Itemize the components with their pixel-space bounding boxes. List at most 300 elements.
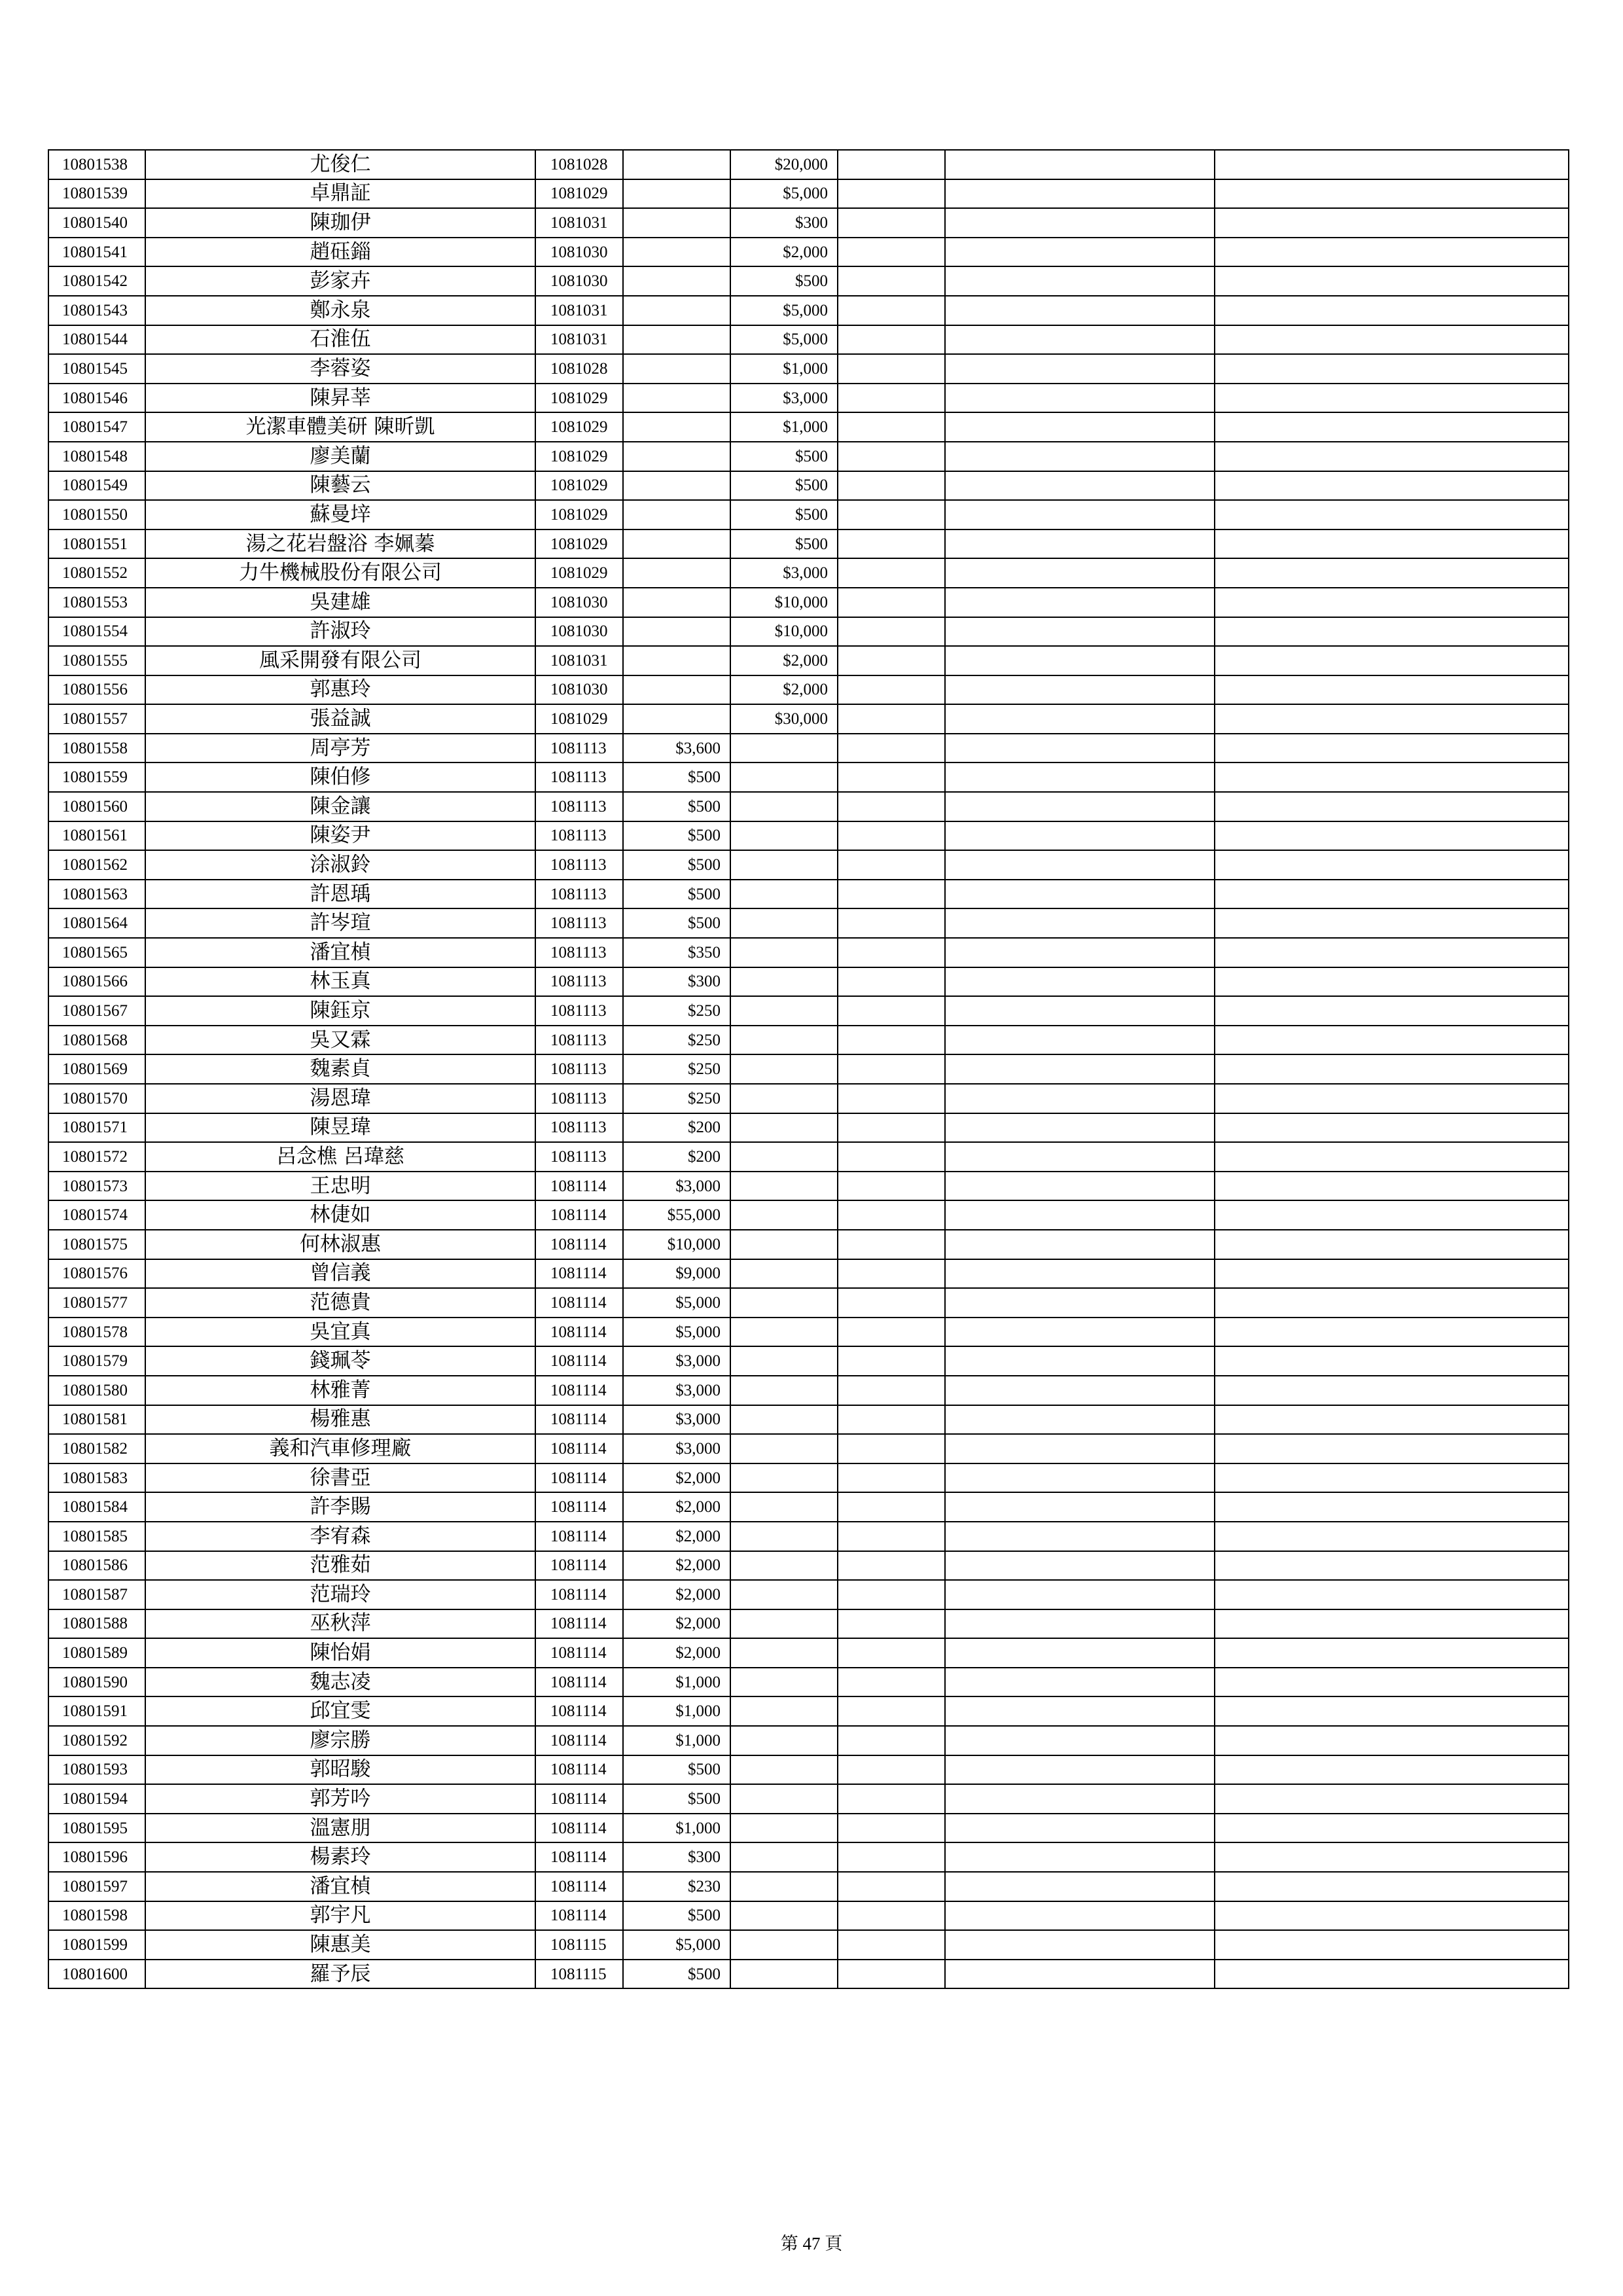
empty-cell	[1215, 1638, 1569, 1668]
date-cell: 1081114	[535, 1288, 623, 1318]
date-cell: 1081114	[535, 1230, 623, 1259]
amount-cell	[730, 1580, 838, 1609]
empty-cell	[838, 1551, 945, 1581]
empty-cell	[1215, 266, 1569, 296]
table-row	[48, 1288, 1569, 1318]
table-row	[48, 208, 1569, 238]
receipt-number-cell: 10801554	[48, 617, 145, 647]
amount-cell: $500	[623, 908, 730, 938]
amount-cell	[730, 1842, 838, 1872]
donor-name-cell: 徐書亞	[145, 1463, 535, 1493]
date-cell: 1081031	[535, 208, 623, 238]
empty-cell	[1215, 646, 1569, 675]
donor-name-cell: 郭宇凡	[145, 1901, 535, 1931]
empty-cell	[945, 1172, 1215, 1201]
amount-cell	[730, 1668, 838, 1697]
empty-cell	[945, 412, 1215, 442]
donor-name-cell: 光潔車體美研 陳昕凱	[145, 412, 535, 442]
receipt-number-cell: 10801549	[48, 471, 145, 501]
amount-cell: $250	[623, 1084, 730, 1113]
empty-cell	[945, 1522, 1215, 1551]
donor-name-cell: 許淑玲	[145, 617, 535, 647]
empty-cell	[1215, 1668, 1569, 1697]
table-row	[48, 792, 1569, 821]
table-row	[48, 588, 1569, 617]
amount-cell: $250	[623, 1054, 730, 1084]
empty-cell	[838, 500, 945, 529]
donor-name-cell: 風采開發有限公司	[145, 646, 535, 675]
receipt-number-cell: 10801568	[48, 1026, 145, 1055]
empty-cell	[1215, 850, 1569, 880]
empty-cell	[838, 1842, 945, 1872]
empty-cell	[838, 1872, 945, 1901]
table-row	[48, 1230, 1569, 1259]
date-cell: 1081113	[535, 1084, 623, 1113]
empty-cell	[945, 1638, 1215, 1668]
receipt-number-cell: 10801542	[48, 266, 145, 296]
empty-cell	[945, 150, 1215, 179]
empty-cell	[838, 1492, 945, 1522]
empty-cell	[945, 1230, 1215, 1259]
empty-cell	[1215, 1814, 1569, 1843]
table-row	[48, 1346, 1569, 1376]
amount-cell: $500	[623, 821, 730, 851]
table-row	[48, 1142, 1569, 1172]
date-cell: 1081113	[535, 734, 623, 763]
empty-cell	[838, 1318, 945, 1347]
empty-cell	[1215, 704, 1569, 734]
amount-cell	[623, 179, 730, 209]
date-cell: 1081114	[535, 1346, 623, 1376]
table-row	[48, 1842, 1569, 1872]
empty-cell	[945, 1346, 1215, 1376]
donor-name-cell: 蘇曼垶	[145, 500, 535, 529]
amount-cell	[623, 266, 730, 296]
amount-cell	[730, 1259, 838, 1289]
empty-cell	[838, 179, 945, 209]
empty-cell	[838, 1054, 945, 1084]
amount-cell: $5,000	[623, 1288, 730, 1318]
table-row	[48, 880, 1569, 909]
table-row	[48, 1726, 1569, 1755]
date-cell: 1081029	[535, 442, 623, 471]
receipt-number-cell: 10801562	[48, 850, 145, 880]
amount-cell	[623, 384, 730, 413]
empty-cell	[945, 325, 1215, 355]
date-cell: 1081113	[535, 821, 623, 851]
amount-cell	[730, 734, 838, 763]
amount-cell: $250	[623, 1026, 730, 1055]
amount-cell: $3,000	[623, 1346, 730, 1376]
receipt-number-cell: 10801576	[48, 1259, 145, 1289]
amount-cell	[730, 1522, 838, 1551]
donor-name-cell: 李宥森	[145, 1522, 535, 1551]
amount-cell: $10,000	[623, 1230, 730, 1259]
empty-cell	[1215, 880, 1569, 909]
donor-name-cell: 溫憲朋	[145, 1814, 535, 1843]
table-row	[48, 1026, 1569, 1055]
amount-cell	[730, 1288, 838, 1318]
empty-cell	[838, 1901, 945, 1931]
receipt-number-cell: 10801569	[48, 1054, 145, 1084]
donor-name-cell: 陳珈伊	[145, 208, 535, 238]
receipt-number-cell: 10801547	[48, 412, 145, 442]
empty-cell	[1215, 558, 1569, 588]
empty-cell	[838, 442, 945, 471]
page-number: 第 47 頁	[780, 2234, 843, 2253]
amount-cell: $300	[623, 967, 730, 997]
table-row	[48, 1551, 1569, 1581]
amount-cell: $2,000	[623, 1463, 730, 1493]
empty-cell	[945, 208, 1215, 238]
empty-cell	[945, 996, 1215, 1026]
donor-name-cell: 許岑瑄	[145, 908, 535, 938]
empty-cell	[838, 938, 945, 967]
amount-cell	[730, 1930, 838, 1960]
amount-cell: $1,000	[730, 412, 838, 442]
table-row	[48, 354, 1569, 384]
date-cell: 1081030	[535, 675, 623, 705]
table-row	[48, 1405, 1569, 1435]
empty-cell	[945, 1084, 1215, 1113]
amount-cell: $200	[623, 1142, 730, 1172]
date-cell: 1081114	[535, 1638, 623, 1668]
amount-cell	[730, 938, 838, 967]
donor-name-cell: 義和汽車修理廠	[145, 1434, 535, 1463]
date-cell: 1081114	[535, 1872, 623, 1901]
receipt-number-cell: 10801544	[48, 325, 145, 355]
empty-cell	[945, 1668, 1215, 1697]
table-row	[48, 1318, 1569, 1347]
empty-cell	[945, 1200, 1215, 1230]
amount-cell: $9,000	[623, 1259, 730, 1289]
date-cell: 1081114	[535, 1755, 623, 1785]
receipt-number-cell: 10801579	[48, 1346, 145, 1376]
date-cell: 1081113	[535, 908, 623, 938]
receipt-number-cell: 10801550	[48, 500, 145, 529]
empty-cell	[838, 471, 945, 501]
donor-name-cell: 吳又霖	[145, 1026, 535, 1055]
receipt-number-cell: 10801552	[48, 558, 145, 588]
empty-cell	[945, 1814, 1215, 1843]
date-cell: 1081114	[535, 1696, 623, 1726]
amount-cell: $55,000	[623, 1200, 730, 1230]
table-row	[48, 1054, 1569, 1084]
donor-name-cell: 彭家卉	[145, 266, 535, 296]
table-row	[48, 1696, 1569, 1726]
receipt-number-cell: 10801589	[48, 1638, 145, 1668]
receipt-number-cell: 10801555	[48, 646, 145, 675]
date-cell: 1081031	[535, 646, 623, 675]
empty-cell	[838, 967, 945, 997]
date-cell: 1081114	[535, 1434, 623, 1463]
amount-cell	[623, 296, 730, 325]
empty-cell	[1215, 325, 1569, 355]
ledger-body	[48, 150, 1569, 1988]
empty-cell	[1215, 354, 1569, 384]
empty-cell	[1215, 1726, 1569, 1755]
receipt-number-cell: 10801575	[48, 1230, 145, 1259]
receipt-number-cell: 10801594	[48, 1784, 145, 1814]
receipt-number-cell: 10801566	[48, 967, 145, 997]
table-row	[48, 500, 1569, 529]
donor-name-cell: 湯恩瑋	[145, 1084, 535, 1113]
table-row	[48, 821, 1569, 851]
empty-cell	[1215, 1084, 1569, 1113]
table-row	[48, 1200, 1569, 1230]
date-cell: 1081113	[535, 938, 623, 967]
donor-name-cell: 陳昱瑋	[145, 1113, 535, 1143]
donor-name-cell: 羅予辰	[145, 1960, 535, 1989]
receipt-number-cell: 10801572	[48, 1142, 145, 1172]
amount-cell	[730, 850, 838, 880]
amount-cell	[730, 1960, 838, 1989]
table-row	[48, 1492, 1569, 1522]
amount-cell: $2,000	[623, 1522, 730, 1551]
receipt-number-cell: 10801599	[48, 1930, 145, 1960]
donor-name-cell: 何林淑惠	[145, 1230, 535, 1259]
empty-cell	[945, 354, 1215, 384]
empty-cell	[945, 1784, 1215, 1814]
table-row	[48, 1580, 1569, 1609]
table-row	[48, 938, 1569, 967]
empty-cell	[838, 1814, 945, 1843]
empty-cell	[945, 1434, 1215, 1463]
empty-cell	[838, 150, 945, 179]
empty-cell	[945, 850, 1215, 880]
empty-cell	[945, 500, 1215, 529]
donor-name-cell: 潘宜楨	[145, 1872, 535, 1901]
amount-cell: $500	[730, 500, 838, 529]
empty-cell	[1215, 1463, 1569, 1493]
empty-cell	[838, 1784, 945, 1814]
empty-cell	[1215, 384, 1569, 413]
empty-cell	[945, 792, 1215, 821]
amount-cell: $2,000	[730, 675, 838, 705]
empty-cell	[1215, 1230, 1569, 1259]
donor-name-cell: 楊素玲	[145, 1842, 535, 1872]
table-row	[48, 908, 1569, 938]
empty-cell	[1215, 967, 1569, 997]
donor-name-cell: 陳伯修	[145, 762, 535, 792]
empty-cell	[1215, 296, 1569, 325]
empty-cell	[1215, 1901, 1569, 1931]
empty-cell	[1215, 938, 1569, 967]
amount-cell	[730, 1113, 838, 1143]
date-cell: 1081113	[535, 1142, 623, 1172]
date-cell: 1081114	[535, 1492, 623, 1522]
receipt-number-cell: 10801545	[48, 354, 145, 384]
receipt-number-cell: 10801538	[48, 150, 145, 179]
amount-cell: $3,000	[623, 1172, 730, 1201]
table-row	[48, 150, 1569, 179]
receipt-number-cell: 10801596	[48, 1842, 145, 1872]
date-cell: 1081114	[535, 1784, 623, 1814]
empty-cell	[945, 1318, 1215, 1347]
date-cell: 1081114	[535, 1463, 623, 1493]
donor-name-cell: 林倢如	[145, 1200, 535, 1230]
donor-name-cell: 陳怡娟	[145, 1638, 535, 1668]
empty-cell	[838, 325, 945, 355]
empty-cell	[1215, 762, 1569, 792]
receipt-number-cell: 10801563	[48, 880, 145, 909]
empty-cell	[1215, 588, 1569, 617]
empty-cell	[838, 850, 945, 880]
date-cell: 1081029	[535, 412, 623, 442]
empty-cell	[945, 384, 1215, 413]
empty-cell	[838, 617, 945, 647]
empty-cell	[945, 617, 1215, 647]
empty-cell	[945, 1463, 1215, 1493]
empty-cell	[945, 1054, 1215, 1084]
empty-cell	[945, 1842, 1215, 1872]
receipt-number-cell: 10801548	[48, 442, 145, 471]
date-cell: 1081028	[535, 150, 623, 179]
amount-cell	[730, 1318, 838, 1347]
amount-cell: $500	[623, 792, 730, 821]
amount-cell: $1,000	[623, 1668, 730, 1697]
date-cell: 1081113	[535, 996, 623, 1026]
empty-cell	[1215, 1054, 1569, 1084]
date-cell: 1081113	[535, 1113, 623, 1143]
empty-cell	[1215, 996, 1569, 1026]
date-cell: 1081114	[535, 1318, 623, 1347]
receipt-number-cell: 10801582	[48, 1434, 145, 1463]
empty-cell	[1215, 208, 1569, 238]
empty-cell	[945, 1259, 1215, 1289]
amount-cell: $500	[730, 266, 838, 296]
receipt-number-cell: 10801571	[48, 1113, 145, 1143]
empty-cell	[945, 1142, 1215, 1172]
empty-cell	[945, 1696, 1215, 1726]
empty-cell	[838, 1084, 945, 1113]
donor-name-cell: 涂淑鈴	[145, 850, 535, 880]
empty-cell	[945, 1376, 1215, 1405]
amount-cell	[730, 1463, 838, 1493]
empty-cell	[838, 1638, 945, 1668]
amount-cell	[623, 354, 730, 384]
amount-cell	[623, 675, 730, 705]
empty-cell	[1215, 442, 1569, 471]
amount-cell: $10,000	[730, 617, 838, 647]
amount-cell	[730, 1609, 838, 1639]
date-cell: 1081028	[535, 354, 623, 384]
date-cell: 1081030	[535, 266, 623, 296]
date-cell: 1081113	[535, 792, 623, 821]
table-row	[48, 1259, 1569, 1289]
date-cell: 1081114	[535, 1172, 623, 1201]
empty-cell	[1215, 675, 1569, 705]
empty-cell	[838, 238, 945, 267]
date-cell: 1081113	[535, 967, 623, 997]
empty-cell	[838, 704, 945, 734]
empty-cell	[945, 1609, 1215, 1639]
donor-name-cell: 鄭永泉	[145, 296, 535, 325]
donor-name-cell: 陳惠美	[145, 1930, 535, 1960]
table-row	[48, 1901, 1569, 1931]
date-cell: 1081113	[535, 762, 623, 792]
empty-cell	[945, 588, 1215, 617]
donor-name-cell: 許恩瑀	[145, 880, 535, 909]
amount-cell: $500	[623, 762, 730, 792]
empty-cell	[1215, 734, 1569, 763]
receipt-number-cell: 10801560	[48, 792, 145, 821]
date-cell: 1081029	[535, 704, 623, 734]
receipt-number-cell: 10801583	[48, 1463, 145, 1493]
date-cell: 1081114	[535, 1842, 623, 1872]
amount-cell	[730, 1200, 838, 1230]
amount-cell	[730, 1434, 838, 1463]
table-row	[48, 646, 1569, 675]
empty-cell	[838, 1726, 945, 1755]
empty-cell	[1215, 792, 1569, 821]
table-row	[48, 1113, 1569, 1143]
receipt-number-cell: 10801587	[48, 1580, 145, 1609]
empty-cell	[838, 996, 945, 1026]
donation-ledger-table	[48, 149, 1569, 1989]
amount-cell: $3,000	[730, 384, 838, 413]
amount-cell	[730, 1638, 838, 1668]
empty-cell	[945, 1901, 1215, 1931]
empty-cell	[945, 1026, 1215, 1055]
empty-cell	[1215, 1172, 1569, 1201]
empty-cell	[1215, 238, 1569, 267]
empty-cell	[945, 179, 1215, 209]
empty-cell	[838, 1200, 945, 1230]
donor-name-cell: 邱宜雯	[145, 1696, 535, 1726]
empty-cell	[1215, 1434, 1569, 1463]
date-cell: 1081113	[535, 850, 623, 880]
amount-cell	[623, 529, 730, 559]
empty-cell	[1215, 908, 1569, 938]
amount-cell: $230	[623, 1872, 730, 1901]
amount-cell: $1,000	[623, 1696, 730, 1726]
donor-name-cell: 吳宜真	[145, 1318, 535, 1347]
date-cell: 1081114	[535, 1814, 623, 1843]
amount-cell: $5,000	[730, 296, 838, 325]
table-row	[48, 179, 1569, 209]
amount-cell	[730, 1054, 838, 1084]
empty-cell	[838, 1405, 945, 1435]
date-cell: 1081114	[535, 1668, 623, 1697]
table-row	[48, 1784, 1569, 1814]
empty-cell	[1215, 412, 1569, 442]
receipt-number-cell: 10801600	[48, 1960, 145, 1989]
empty-cell	[1215, 529, 1569, 559]
table-row	[48, 296, 1569, 325]
empty-cell	[1215, 1259, 1569, 1289]
amount-cell	[730, 1814, 838, 1843]
donor-name-cell: 范德貴	[145, 1288, 535, 1318]
amount-cell: $1,000	[623, 1814, 730, 1843]
donor-name-cell: 曾信義	[145, 1259, 535, 1289]
table-row	[48, 1172, 1569, 1201]
receipt-number-cell: 10801541	[48, 238, 145, 267]
donor-name-cell: 林玉真	[145, 967, 535, 997]
amount-cell: $5,000	[730, 179, 838, 209]
donor-name-cell: 許李賜	[145, 1492, 535, 1522]
receipt-number-cell: 10801578	[48, 1318, 145, 1347]
empty-cell	[1215, 1376, 1569, 1405]
table-row	[48, 1930, 1569, 1960]
empty-cell	[1215, 1872, 1569, 1901]
amount-cell: $5,000	[623, 1318, 730, 1347]
empty-cell	[945, 1755, 1215, 1785]
date-cell: 1081114	[535, 1726, 623, 1755]
donor-name-cell: 魏志凌	[145, 1668, 535, 1697]
empty-cell	[838, 384, 945, 413]
receipt-number-cell: 10801584	[48, 1492, 145, 1522]
